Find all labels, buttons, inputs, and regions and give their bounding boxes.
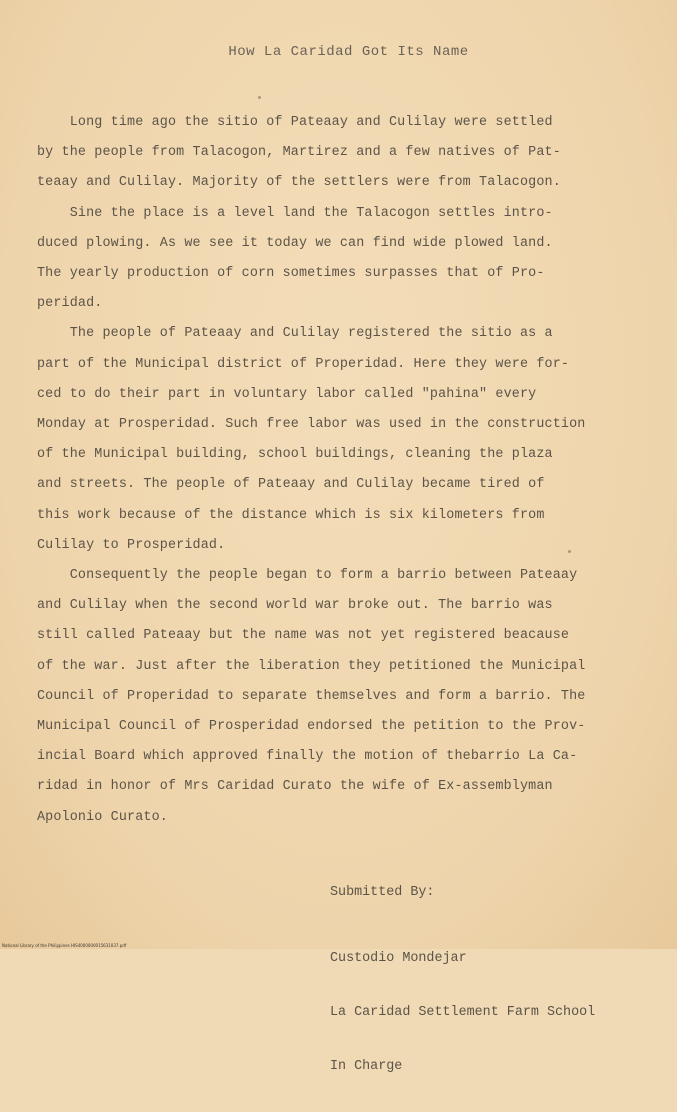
- document-body: [37, 108, 647, 833]
- text-line: part of the Municipal district of Properidad. Here they were for-: [37, 356, 570, 372]
- text-line: Monday at Prosperidad. Such free labor was used in the construction: [37, 417, 586, 433]
- text-line: Consequently the people began to form a barrio between Pateaay: [37, 568, 578, 584]
- text-line: Sine the place is a level land the Talacogon settles intro-: [37, 205, 553, 221]
- text-line: duced plowing. As we see it today we can find wide plowed land.: [37, 235, 553, 251]
- text-line: of the Municipal building, school buildings, cleaning the plaza: [37, 447, 553, 463]
- document-title: How La Caridad Got Its Name: [228, 44, 469, 60]
- text-line: teaay and Culilay. Majority of the settlers were from Talacogon.: [37, 175, 561, 191]
- signatory-position: La Caridad Settlement Farm School: [330, 1005, 596, 1020]
- text-line: and streets. The people of Pateaay and Culilay became tired of: [37, 477, 545, 493]
- text-line: incial Board which approved finally the motion of thebarrio La Ca-: [37, 749, 578, 765]
- text-line: and Culilay when the second world war broke out. The barrio was: [37, 598, 553, 614]
- text-line: of the war. Just after the liberation they petitioned the Municipal: [37, 658, 586, 674]
- text-line: ridad in honor of Mrs Caridad Curato the wife of Ex-assemblyman: [37, 779, 553, 795]
- text-line: this work because of the distance which is six kilometers from: [37, 507, 545, 523]
- paragraph-2: [37, 199, 647, 320]
- text-line: peridad.: [37, 296, 103, 312]
- paragraph-4: [37, 561, 647, 833]
- submitted-by-label: Submitted By:: [330, 885, 435, 900]
- text-line: The yearly production of corn sometimes surpasses that of Pro-: [37, 266, 545, 282]
- text-line: Council of Properidad to separate themselves and form a barrio. The: [37, 688, 586, 704]
- text-line: Apolonio Curato.: [37, 809, 168, 825]
- text-line: Long time ago the sitio of Pateaay and Culilay were settled: [37, 115, 553, 130]
- paragraph-3: [37, 319, 647, 561]
- signatory-role: In Charge: [330, 1059, 403, 1074]
- text-line: Culilay to Prosperidad.: [37, 537, 226, 553]
- ink-speck: [258, 96, 261, 99]
- text-line: ced to do their part in voluntary labor called "pahina" every: [37, 386, 537, 402]
- text-line: still called Pateaay but the name was not yet registered beacause: [37, 628, 570, 644]
- signature-block: [330, 848, 595, 1112]
- signatory-name: Custodio Mondejar: [330, 951, 467, 966]
- text-line: by the people from Talacogon, Martirez and a few natives of Pat-: [37, 145, 561, 161]
- archive-footer: National Library of the Philippines HIS4000000015631037.pdf: [2, 943, 127, 948]
- text-line: Municipal Council of Prosperidad endorsed the petition to the Prov-: [37, 719, 586, 735]
- text-line: The people of Pateaay and Culilay registered the sitio as a: [37, 326, 553, 342]
- paragraph-1: [37, 108, 647, 199]
